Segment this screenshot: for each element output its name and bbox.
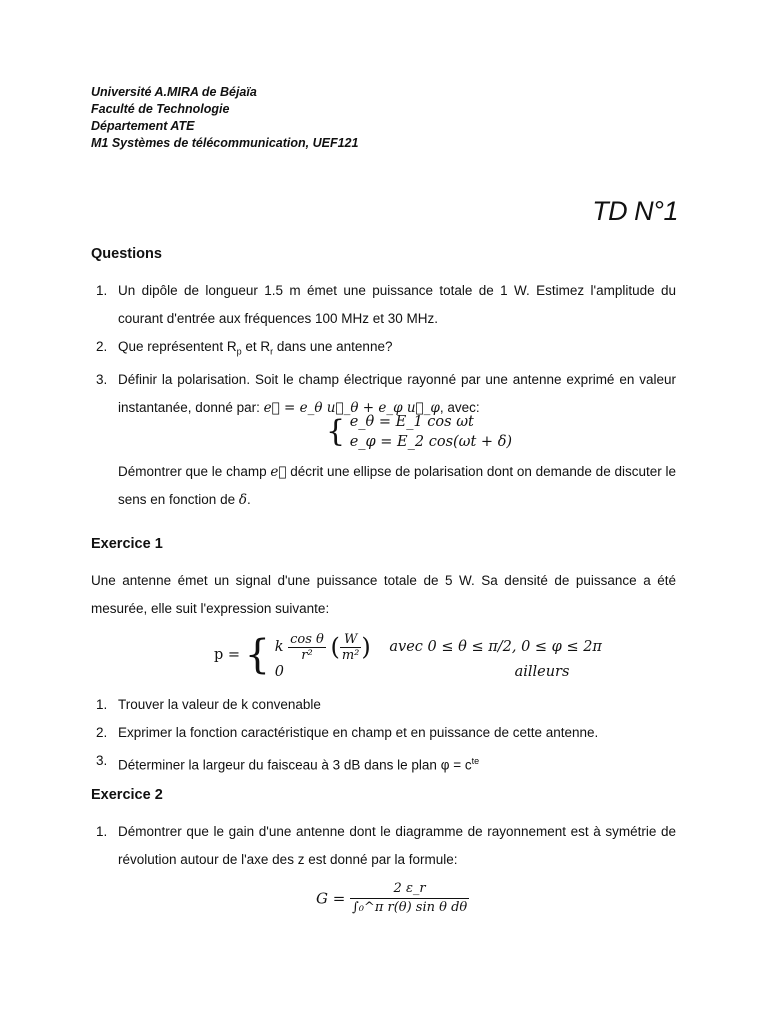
question-3-paragraph xyxy=(91,458,676,514)
zero-value: 0 xyxy=(274,664,284,680)
question-2 xyxy=(91,333,676,366)
question-2-text-a: Que représentent R xyxy=(118,339,237,354)
exercice-1-item-2-text: Exprimer la fonction caractéristique en champ et en puissance de cette antenne. xyxy=(118,725,599,740)
exercice-1-item-3 xyxy=(91,747,676,780)
question-3-text-b: , avec: xyxy=(439,399,480,415)
question-3-text-d: décrit une ellipse de polarisation dont on demande de discuter le sens en fonction de xyxy=(118,464,676,507)
header-faculty: Faculté de Technologie xyxy=(91,102,230,116)
cos-over-r2-fraction xyxy=(288,632,326,663)
equation-e-phi: e_φ = E_2 cos(ωt + δ) xyxy=(349,434,513,450)
question-3-continuation xyxy=(91,458,676,514)
unit-denominator: m² xyxy=(341,647,360,663)
td-title: TD N°1 xyxy=(592,196,678,226)
constant-superscript: te xyxy=(471,756,480,766)
question-2-text-b: et R xyxy=(241,339,271,354)
exercice-1-intro-text: Une antenne émet un signal d'une puissance totale de 5 W. Sa densité de puissance a été mesurée, elle suit l'expression suivante: xyxy=(91,573,676,616)
delta-symbol: δ xyxy=(238,492,247,508)
polarization-system xyxy=(326,412,512,452)
exercice-1-item-2 xyxy=(91,719,676,747)
item-number: 1. xyxy=(96,697,108,712)
rr-subscript: r xyxy=(270,346,274,357)
field-formula: e⃗ = e_θ u⃗_θ + e_φ u⃗_φ xyxy=(263,399,440,416)
exercice-1-item-1 xyxy=(91,691,676,719)
gain-fraction xyxy=(350,880,469,917)
item-number: 2. xyxy=(96,725,108,740)
left-brace-icon: { xyxy=(244,632,271,678)
power-density-formula xyxy=(214,630,602,680)
exercice-1-item-1-text: Trouver la valeur de k convenable xyxy=(118,697,321,712)
document-header xyxy=(91,84,358,152)
gain-numerator: 2 ε_r xyxy=(350,880,469,899)
exercice-2-item-1 xyxy=(91,818,676,874)
exercice-2-heading: Exercice 2 xyxy=(91,787,163,803)
condition-otherwise: ailleurs xyxy=(514,664,570,680)
exercice-1-list xyxy=(91,691,676,780)
question-1-text: Un dipôle de longueur 1.5 m émet une puissance totale de 1 W. Estimez l'amplitude du courant d'entrée aux fréquences 100 MHz et 30 MHz. xyxy=(118,283,676,326)
question-3-text-c: Démontrer que le champ xyxy=(118,464,271,479)
equation-e-theta: e_θ = E_1 cos ωt xyxy=(349,414,474,430)
p-label: p = xyxy=(214,647,241,663)
exercice-1-intro xyxy=(91,567,676,623)
g-label: G = xyxy=(316,889,346,908)
gain-denominator: ∫₀^π r(θ) sin θ dθ xyxy=(351,900,468,915)
question-3-end: . xyxy=(246,492,251,507)
header-university: Université A.MIRA de Béjaïa xyxy=(91,85,257,99)
condition-range: avec 0 ≤ θ ≤ π/2, 0 ≤ φ ≤ 2π xyxy=(389,639,602,655)
exercice-1-heading: Exercice 1 xyxy=(91,536,163,552)
fraction-numerator: cos θ xyxy=(290,631,324,647)
item-number: 1. xyxy=(96,824,108,839)
unit-fraction xyxy=(340,632,362,663)
fraction-denominator: r² xyxy=(301,647,313,663)
rp-subscript: p xyxy=(236,346,242,357)
item-number: 3. xyxy=(96,371,108,387)
question-3-text-a: Définir la polarisation. Soit le champ électrique rayonné par une antenne exprimé en valeur instantanée, donné par: xyxy=(118,371,676,415)
question-1 xyxy=(91,277,676,333)
gain-formula xyxy=(316,880,469,917)
item-number: 1. xyxy=(96,283,108,298)
header-department: Département ATE xyxy=(91,119,195,133)
k-symbol: k xyxy=(274,639,284,655)
exercice-2-item-1-text: Démontrer que le gain d'une antenne dont le diagramme de rayonnement est à symétrie de révolution autour de l'axe des z est donné par la formule: xyxy=(118,824,676,867)
open-paren-icon: ( xyxy=(330,633,340,661)
close-paren-icon: ) xyxy=(361,633,371,661)
questions-heading: Questions xyxy=(91,246,162,262)
field-symbol: e⃗ xyxy=(270,464,287,480)
questions-list xyxy=(91,277,676,422)
item-number: 3. xyxy=(96,753,108,768)
exercice-2-list xyxy=(91,818,676,874)
header-course: M1 Systèmes de télécommunication, UEF121 xyxy=(91,136,359,150)
left-brace-icon: { xyxy=(326,414,346,449)
item-number: 2. xyxy=(96,339,108,354)
unit-numerator: W xyxy=(340,632,362,648)
exercice-1-item-3-text: Déterminer la largeur du faisceau à 3 dB dans le plan φ = c xyxy=(118,757,472,773)
question-2-text-c: dans une antenne? xyxy=(273,339,393,354)
